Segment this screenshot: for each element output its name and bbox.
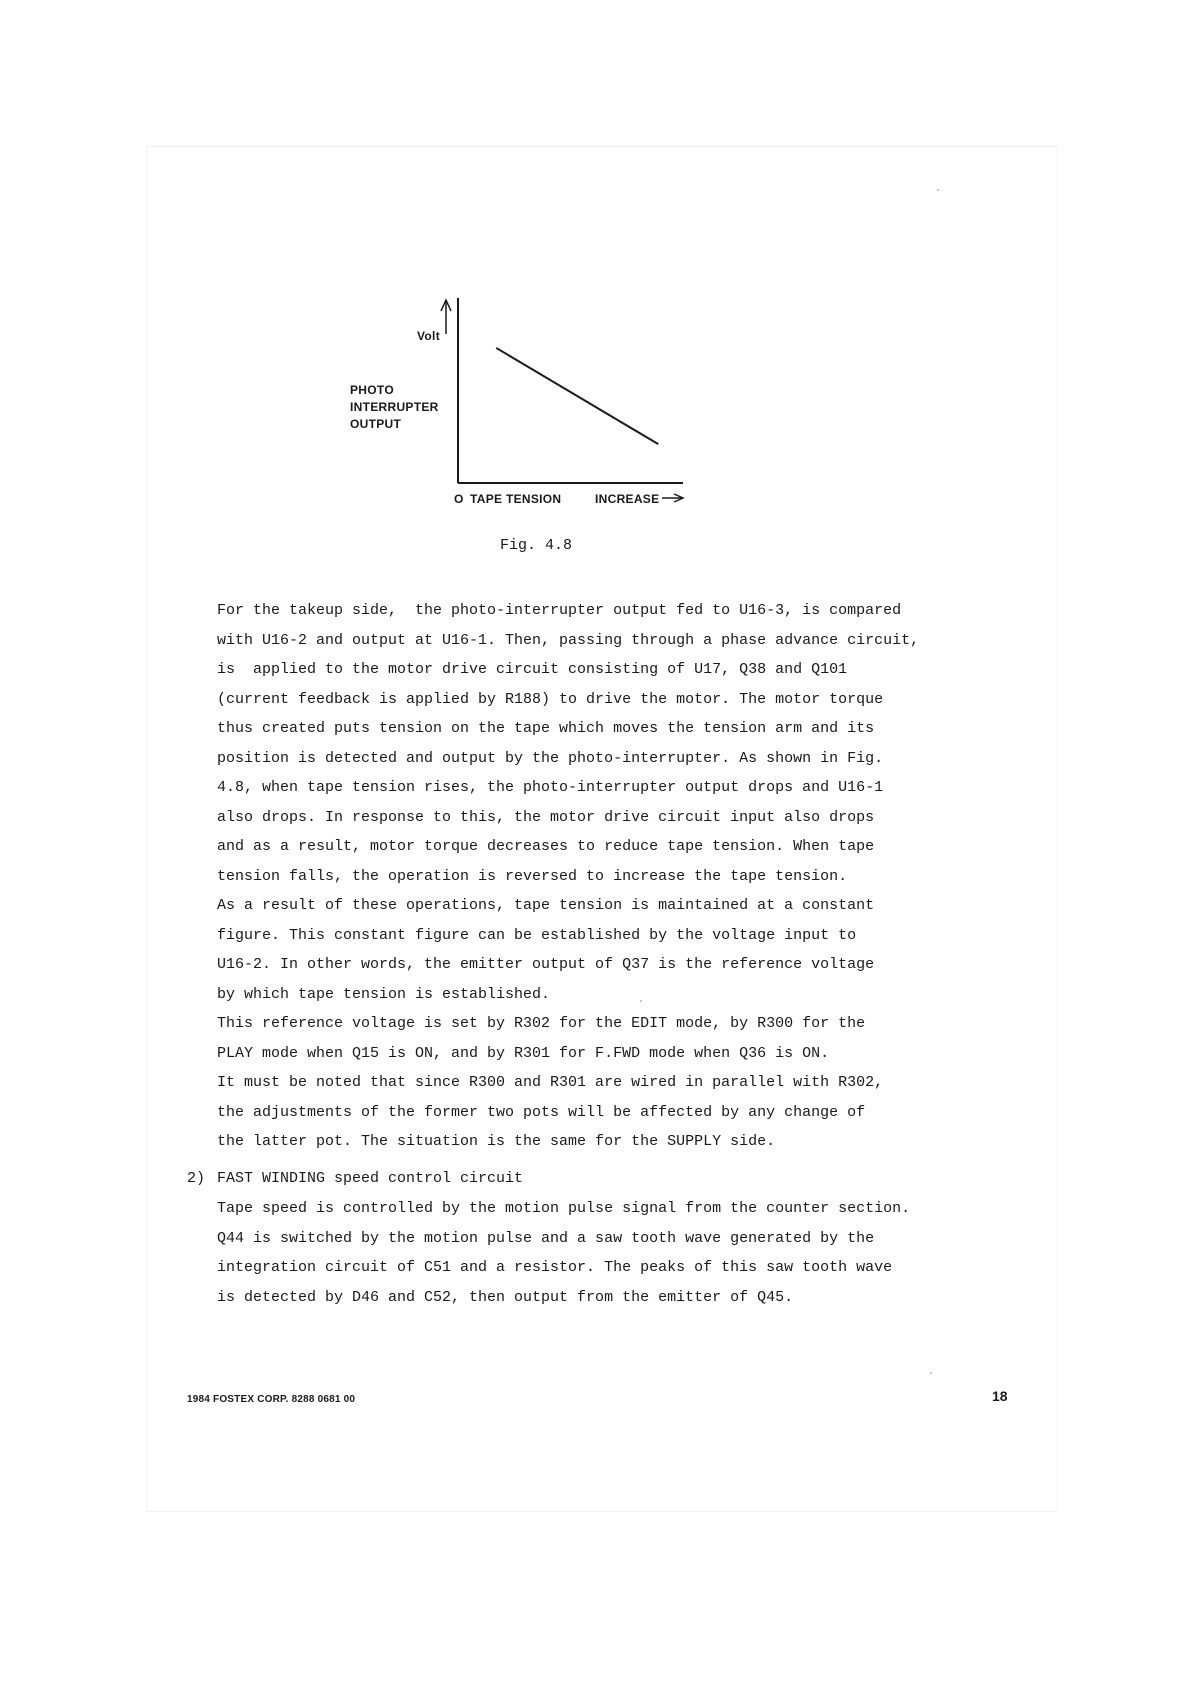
scan-speck bbox=[937, 189, 939, 191]
x-origin-label: O bbox=[454, 492, 464, 506]
body-line: (current feedback is applied by R188) to drive the motor. The motor torque bbox=[217, 690, 884, 708]
body-line: tension falls, the operation is reversed to increase the tape tension. bbox=[217, 867, 848, 885]
body-line: PLAY mode when Q15 is ON, and by R301 for F.FWD mode when Q36 is ON. bbox=[217, 1044, 830, 1062]
section-title: FAST WINDING speed control circuit bbox=[217, 1170, 524, 1187]
section-line: Tape speed is controlled by the motion pulse signal from the counter section. bbox=[217, 1200, 911, 1217]
body-line: For the takeup side, the photo-interrupter output fed to U16-3, is compared bbox=[217, 602, 902, 619]
body-line: It must be noted that since R300 and R301 are wired in parallel with R302, bbox=[217, 1074, 884, 1091]
section-heading bbox=[187, 1164, 987, 1194]
y-label-line-1: PHOTO bbox=[350, 383, 394, 397]
body-line: the latter pot. The situation is the same for the SUPPLY side. bbox=[217, 1133, 776, 1150]
page-number: 18 bbox=[992, 1388, 1008, 1404]
figure-caption: Fig. 4.8 bbox=[500, 537, 573, 554]
section-fast-winding bbox=[187, 1164, 987, 1312]
body-line: also drops. In response to this, the motor drive circuit input also drops bbox=[217, 808, 875, 826]
body-line: with U16-2 and output at U16-1. Then, passing through a phase advance circuit, bbox=[217, 631, 920, 649]
x-direction-label: INCREASE bbox=[595, 492, 660, 506]
body-line: This reference voltage is set by R302 for the EDIT mode, by R300 for the bbox=[217, 1015, 866, 1032]
y-label-line-3: OUTPUT bbox=[350, 417, 402, 431]
section-line: is detected by D46 and C52, then output from the emitter of Q45. bbox=[217, 1288, 794, 1306]
scan-speck bbox=[930, 1372, 932, 1374]
scan-speck bbox=[640, 1000, 642, 1002]
chart-series-line bbox=[496, 348, 658, 444]
y-axis-unit-label: Volt bbox=[417, 329, 440, 343]
body-line: and as a result, motor torque decreases to reduce tape tension. When tape bbox=[217, 838, 875, 855]
body-line: position is detected and output by the photo-interrupter. As shown in Fig. bbox=[217, 749, 884, 767]
x-axis-label: TAPE TENSION bbox=[470, 492, 562, 506]
body-line: 4.8, when tape tension rises, the photo-interrupter output drops and U16-1 bbox=[217, 779, 884, 796]
y-label-line-2: INTERRUPTER bbox=[350, 400, 439, 414]
footer-copyright: 1984 FOSTEX CORP. 8288 0681 00 bbox=[187, 1394, 356, 1405]
body-line: by which tape tension is established. bbox=[217, 985, 551, 1003]
section-line: integration circuit of C51 and a resistor. The peaks of this saw tooth wave bbox=[217, 1259, 893, 1276]
section-body bbox=[217, 1194, 987, 1312]
body-line: As a result of these operations, tape tension is maintained at a constant bbox=[217, 897, 875, 914]
body-line: is applied to the motor drive circuit consisting of U17, Q38 and Q101 bbox=[217, 661, 848, 678]
section-number: 2) bbox=[187, 1170, 206, 1187]
figure-4-8 bbox=[340, 290, 700, 520]
body-line: U16-2. In other words, the emitter output of Q37 is the reference voltage bbox=[217, 956, 875, 973]
section-line: Q44 is switched by the motion pulse and a saw tooth wave generated by the bbox=[217, 1229, 875, 1247]
body-line: figure. This constant figure can be established by the voltage input to bbox=[217, 926, 857, 944]
body-line: the adjustments of the former two pots will be affected by any change of bbox=[217, 1103, 866, 1121]
body-line: thus created puts tension on the tape which moves the tension arm and its bbox=[217, 720, 875, 737]
body-paragraph bbox=[217, 596, 987, 1157]
